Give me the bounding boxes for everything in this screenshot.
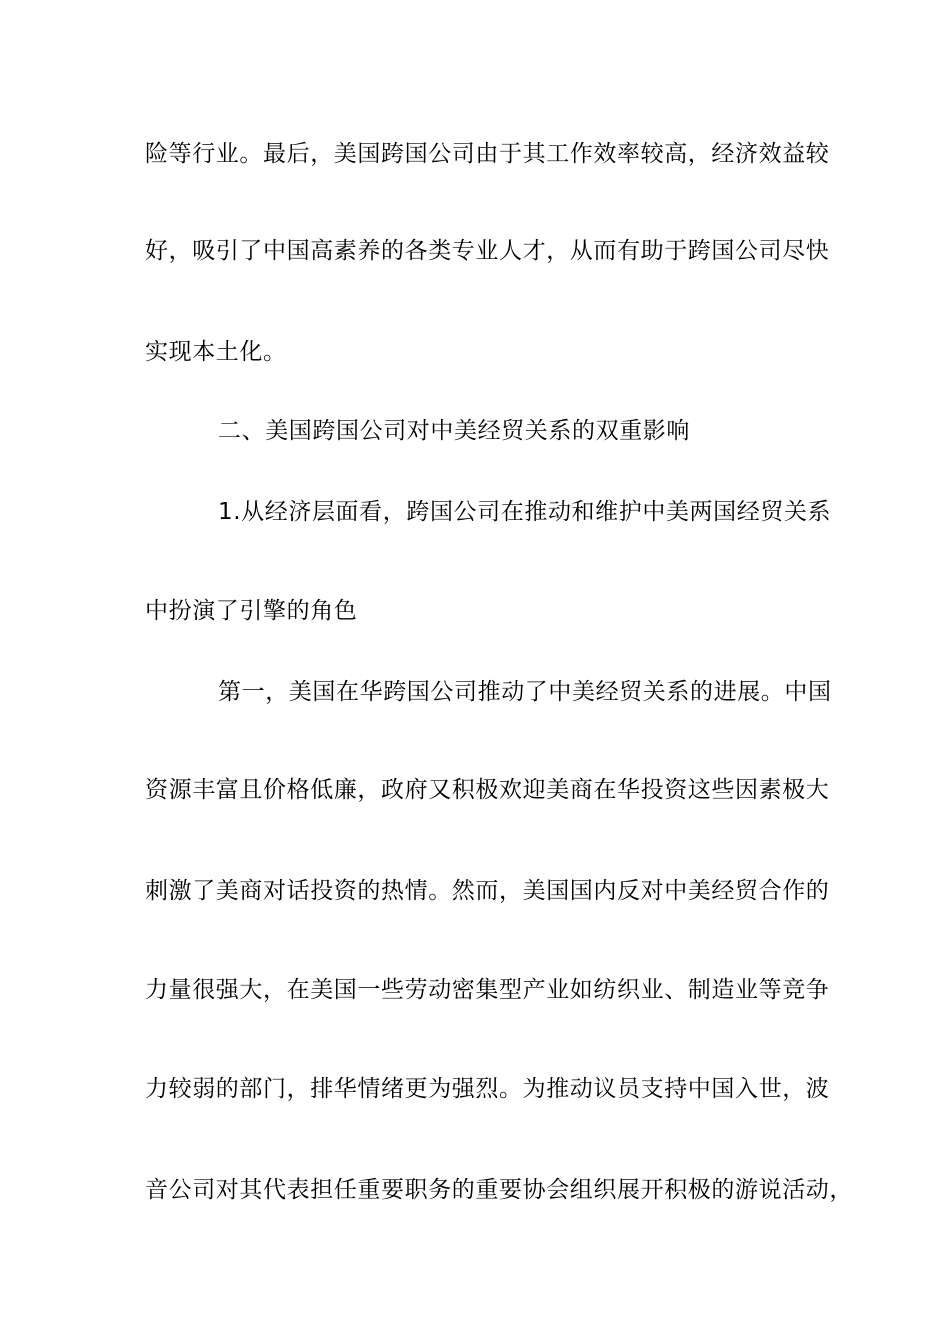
text-line: 刺激了美商对话投资的热情。然而，美国国内反对中美经贸合作的 <box>145 878 830 904</box>
paragraph-first-line: 第一，美国在华跨国公司推动了中美经贸关系的进展。中国 <box>218 679 832 705</box>
text-line: 好，吸引了中国高素养的各类专业人才，从而有助于跨国公司尽快 <box>145 238 830 264</box>
text-line: 险等行业。最后，美国跨国公司由于其工作效率较高，经济效益较 <box>145 141 830 167</box>
text-line: 力较弱的部门，排华情绪更为强烈。为推动议员支持中国入世，波 <box>145 1076 830 1102</box>
section-heading: 二、美国跨国公司对中美经贸关系的双重影响 <box>218 418 690 444</box>
text-line: 实现本土化。 <box>145 339 287 365</box>
text-line: 力量很强大，在美国一些劳动密集型产业如纺织业、制造业等竞争 <box>145 977 830 1003</box>
text-line: 音公司对其代表担任重要职务的重要协会组织展开积极的游说活动， <box>145 1177 853 1203</box>
subsection-heading: 1.从经济层面看，跨国公司在推动和维护中美两国经贸关系 <box>218 499 832 525</box>
text-line: 资源丰富且价格低廉，政府又积极欢迎美商在华投资这些因素极大 <box>145 777 830 803</box>
text-line: 中扮演了引擎的角色 <box>145 598 358 624</box>
